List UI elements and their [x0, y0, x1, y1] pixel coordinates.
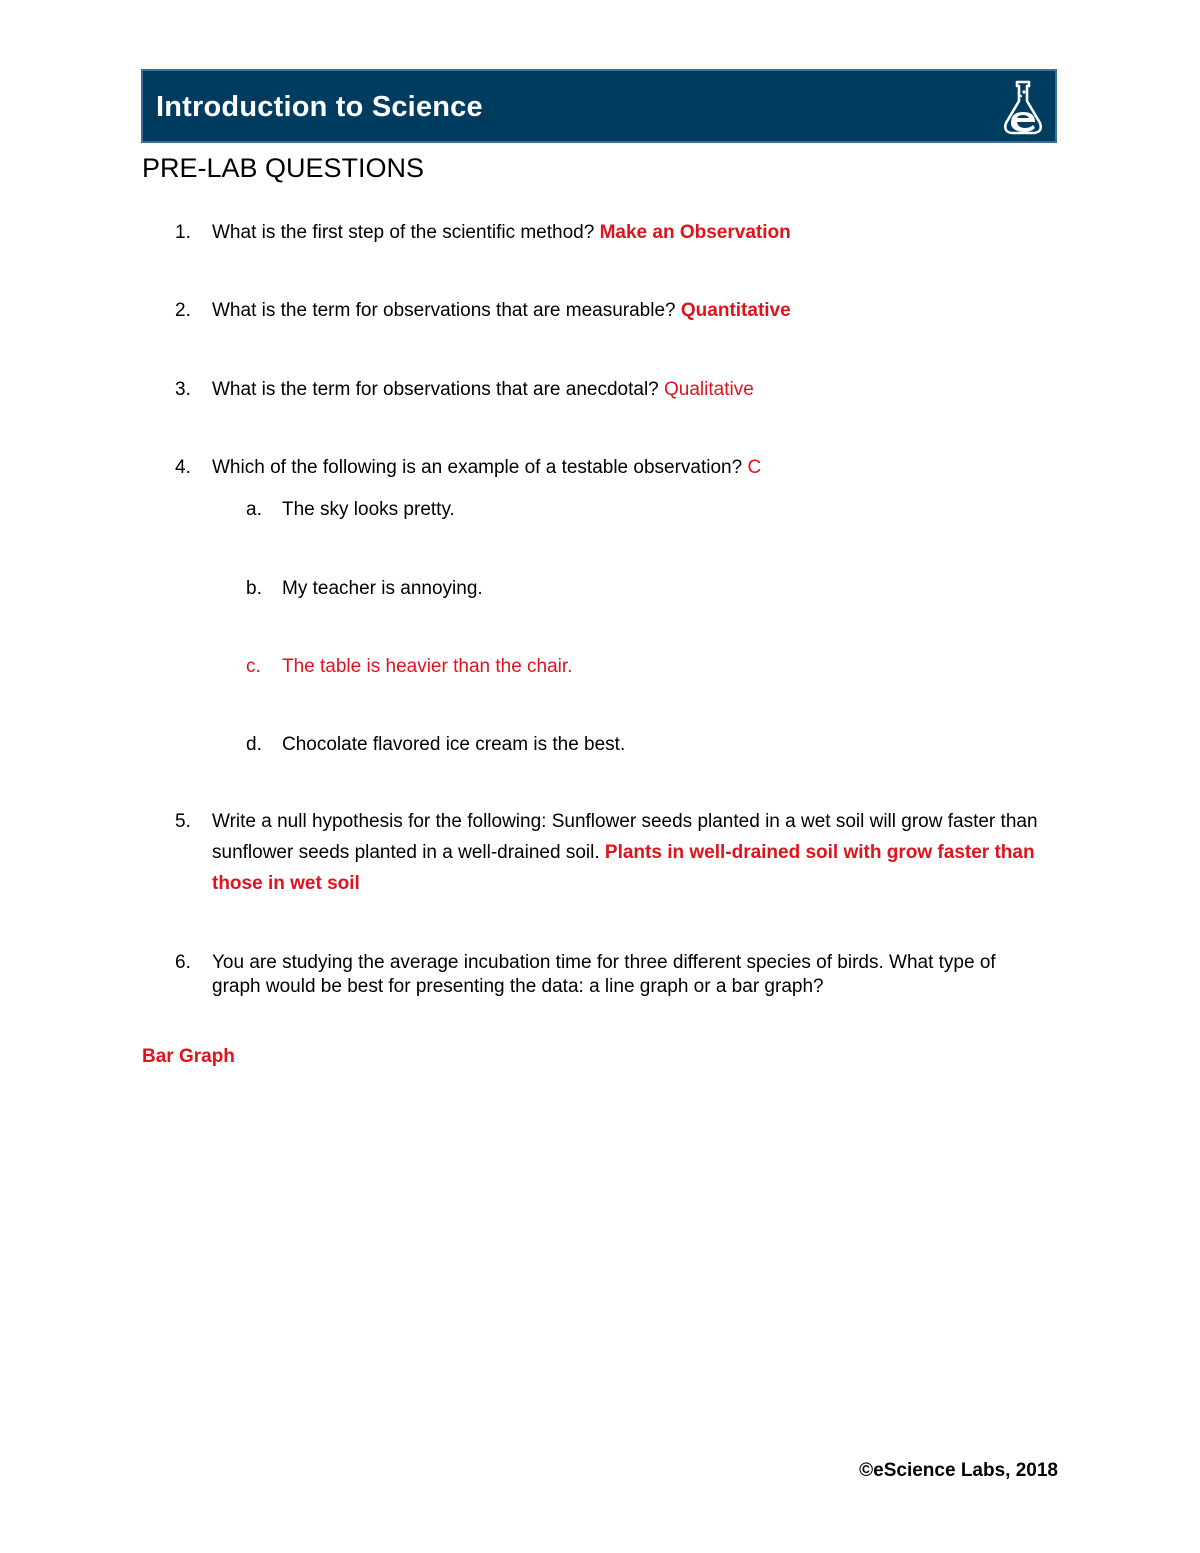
option-text: The table is heavier than the chair.	[282, 656, 573, 677]
footer-copyright: ©eScience Labs, 2018	[859, 1460, 1058, 1481]
question-number: 1.	[175, 222, 191, 243]
question-text: What is the first step of the scientific method?	[212, 222, 595, 243]
answer-text: Make an Observation	[599, 222, 791, 243]
answer-text: C	[747, 457, 762, 478]
option-text: My teacher is annoying.	[282, 578, 483, 599]
question-body	[212, 374, 1052, 405]
question-text: You are studying the average incubation time for three different species of birds. What type of graph would be best for presenting the data: a line graph or a bar graph?	[212, 952, 996, 997]
question-text: What is the term for observations that are measurable?	[212, 300, 676, 321]
option-letter: a.	[246, 499, 262, 520]
question-body	[212, 295, 1052, 326]
question-number: 3.	[175, 379, 191, 400]
document-title: Introduction to Science	[156, 91, 483, 123]
header-bar	[141, 69, 1057, 143]
option-letter: b.	[246, 578, 262, 599]
answer-text: Qualitative	[664, 379, 754, 400]
option-text: Chocolate flavored ice cream is the best.	[282, 734, 626, 755]
question-number: 4.	[175, 457, 191, 478]
section-title: PRE-LAB QUESTIONS	[142, 153, 425, 183]
question-number: 2.	[175, 300, 191, 321]
question-body	[212, 806, 1047, 899]
flask-e-logo-icon	[999, 79, 1047, 137]
question-body	[212, 217, 1052, 248]
question-text: Write a null hypothesis for the following: Sunflower seeds planted in a wet soil will grow faster than sunflower seeds planted in a well-drained soil.	[212, 811, 1038, 863]
question-body	[212, 951, 1047, 999]
question-number: 6.	[175, 952, 191, 973]
question-number: 5.	[175, 811, 191, 832]
answer-text: Quantitative	[680, 300, 791, 321]
option-letter: c.	[246, 656, 261, 677]
option-letter: d.	[246, 734, 262, 755]
option-text: The sky looks pretty.	[282, 499, 455, 520]
answer-text: Plants in well-drained soil with grow faster than those in wet soil	[212, 842, 1035, 894]
final-answer: Bar Graph	[142, 1046, 235, 1067]
question-text: What is the term for observations that are anecdotal?	[212, 379, 659, 400]
question-text: Which of the following is an example of a testable observation?	[212, 457, 743, 478]
question-body	[212, 452, 1052, 483]
